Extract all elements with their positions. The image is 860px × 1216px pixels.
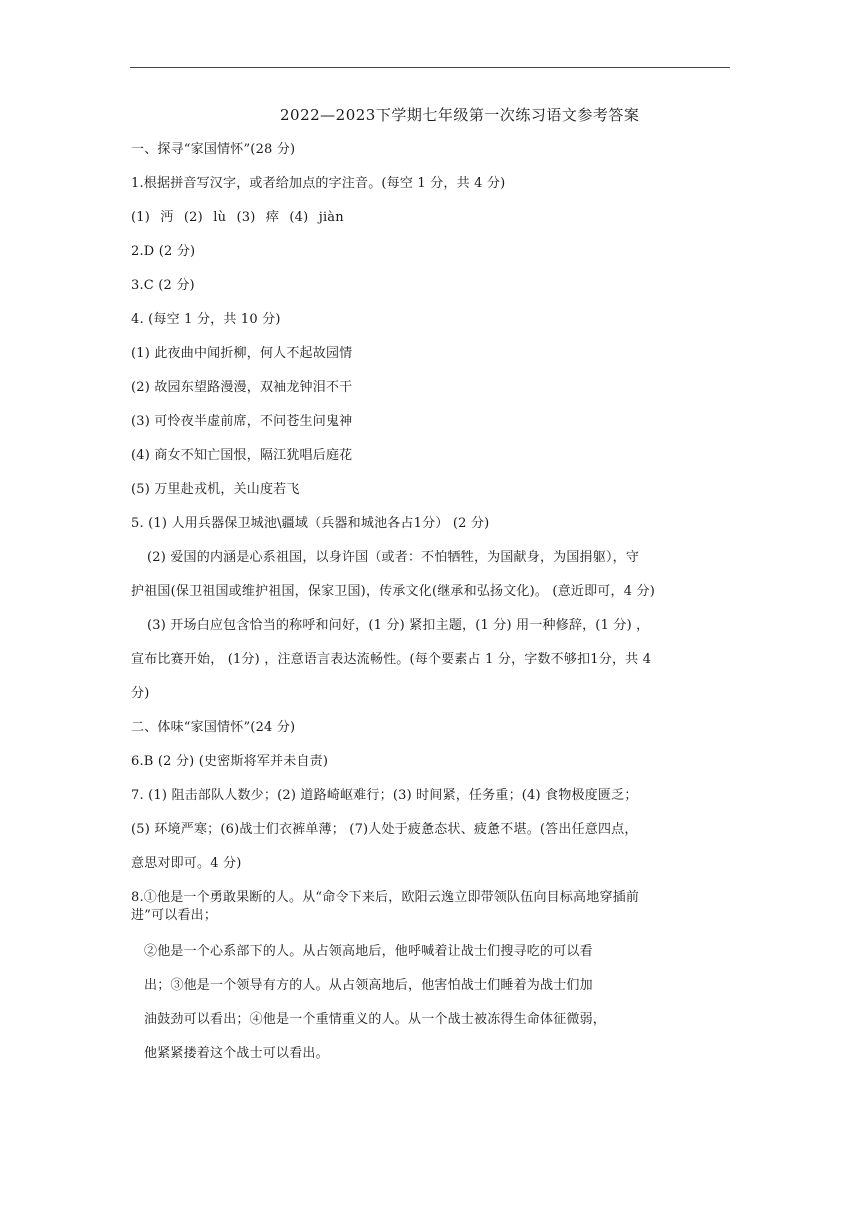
answer-4-5: (5) 万里赴戎机，关山度若飞	[131, 482, 300, 497]
answer-4-2: (2) 故园东望路漫漫，双袖龙钟泪不干	[131, 380, 353, 395]
answer-8: 8.①他是一个勇敢果断的人。从“命令下来后，欧阳云逸立即带领队伍向目标高地穿插前	[131, 890, 640, 905]
answer-5-3-cont: 宣布比赛开始， (1分) ，注意语言表达流畅性。(每个要素占 1 分，字数不够扣1分，共 4	[131, 652, 652, 667]
page-title: 2022—2023下学期七年级第一次练习语文参考答案	[280, 106, 640, 124]
answer-8-point-2: ②他是一个心系部下的人。从占领高地后，他呼喊着让战士们搜寻吃的可以看	[144, 944, 593, 959]
answer-3: 3.C (2 分)	[131, 278, 195, 293]
answer-5-3: (3) 开场白应包含恰当的称呼和问好，(1 分) 紧扣主题，(1 分) 用一种修辞，(1 分) ，	[147, 618, 650, 633]
answer-5-2: (2) 爱国的内涵是心系祖国，以身许国（或者：不怕牺牲，为国献身，为国捐躯），守	[147, 550, 640, 565]
answer-4-3: (3) 可怜夜半虚前席，不问苍生问鬼神	[131, 414, 353, 429]
answer-8-end: 他紧紧搂着这个战士可以看出。	[144, 1046, 329, 1061]
answer-4-1: (1) 此夜曲中闻折柳，何人不起故园情	[131, 346, 353, 361]
answer-5-1: 5. (1) 人用兵器保卫城池\疆域（兵器和城池各占1分） (2 分)	[131, 516, 490, 531]
answer-8-point-4: 油鼓劲可以看出；④他是一个重情重义的人。从一个战士被冻得生命体征微弱，	[144, 1012, 607, 1027]
answer-5-3-end: 分)	[131, 686, 150, 701]
question-1: 1.根据拼音写汉字，或者给加点的字注音。(每空 1 分，共 4 分)	[131, 176, 506, 191]
header-rule	[130, 67, 730, 68]
question-4: 4. (每空 1 分，共 10 分)	[131, 312, 281, 327]
answer-4-4: (4) 商女不知亡国恨，隔江犹唱后庭花	[131, 448, 353, 463]
answer-7: 7. (1) 阻击部队人数少；(2) 道路崎岖难行；(3) 时间紧，任务重；(4) 食物极度匮乏；	[131, 788, 638, 803]
answer-2: 2.D (2 分)	[131, 244, 196, 259]
answer-7-cont: (5) 环境严寒；(6)战士们衣裤单薄； (7)人处于疲惫态状、疲惫不堪。(答出任意四点，	[131, 822, 638, 837]
section-2-heading: 二、体味“家国情怀”(24 分)	[131, 720, 296, 735]
section-1-heading: 一、探寻“家国情怀”(28 分)	[131, 142, 296, 157]
answer-8-point-3: 出；③他是一个领导有方的人。从占领高地后，他害怕战士们睡着为战士们加	[144, 978, 593, 993]
answer-8-cont: 进”可以看出；	[131, 908, 218, 923]
answer-1: (1) 沔 (2) lù (3) 瘁 (4) jiàn	[131, 210, 344, 225]
answer-6: 6.B (2 分) (史密斯将军并未自责)	[131, 754, 329, 769]
answer-7-end: 意思对即可。4 分)	[131, 856, 242, 871]
answer-5-2-cont: 护祖国(保卫祖国或维护祖国，保家卫国)，传承文化(继承和弘扬文化)。 (意近即可，4 分)	[131, 584, 655, 599]
